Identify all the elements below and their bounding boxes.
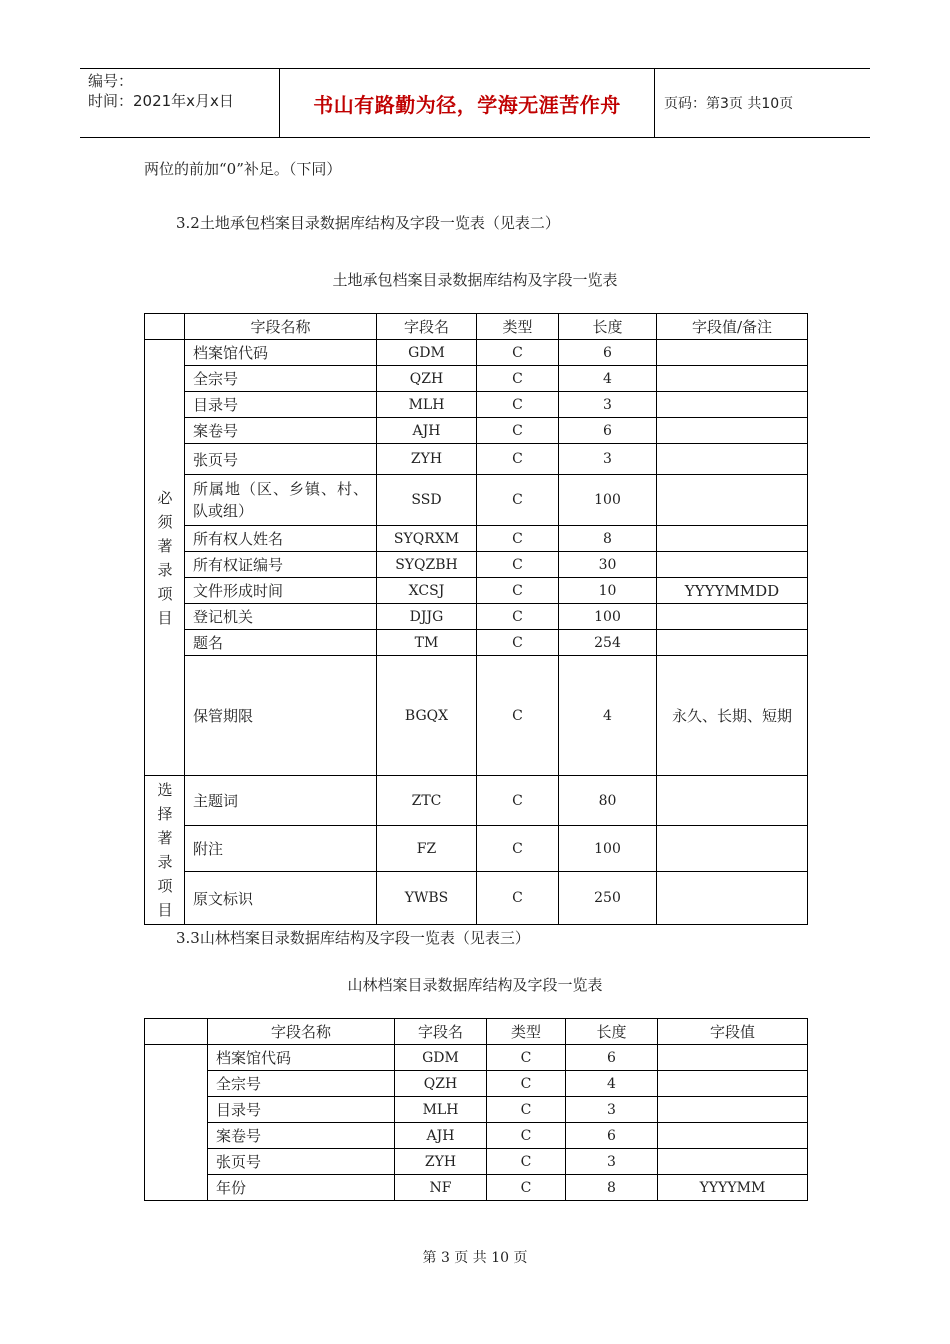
cell-length: 3 [566,1097,658,1123]
cell-note [657,552,808,578]
cell-name: 附注 [185,826,377,872]
table-row [145,392,808,418]
page-header [80,68,870,138]
group-required-cell [145,340,185,776]
cell-note [657,418,808,444]
header-motto: 书山有路勤为径，学海无涯苦作舟 [280,69,655,137]
cell-field: XCSJ [377,578,477,604]
forest-field-table [144,1018,808,1201]
cell-field: BGQX [377,656,477,776]
table-header-row [145,1019,808,1045]
cell-name: 年份 [208,1175,395,1201]
cell-type: C [477,776,559,826]
cell-type: C [477,366,559,392]
cell-type: C [477,444,559,475]
cell-name: 案卷号 [185,418,377,444]
cell-length: 4 [559,656,657,776]
cell-note: YYYYMMDD [657,578,808,604]
cell-name: 所属地（区、乡镇、村、队或组） [185,475,377,526]
cell-name: 所有权人姓名 [185,526,377,552]
table-row [145,475,808,526]
header-cell: 字段名称 [208,1019,395,1045]
cell-name: 档案馆代码 [185,340,377,366]
cell-type: C [477,578,559,604]
table-row [145,578,808,604]
cell-field: GDM [377,340,477,366]
cell-field: DJJG [377,604,477,630]
section-3-3-heading: 3.3山林档案目录数据库结构及字段一览表（见表三） [176,929,530,947]
table-row [145,366,808,392]
cell-length: 4 [559,366,657,392]
cell-note [657,366,808,392]
cell-field: FZ [377,826,477,872]
cell-name: 题名 [185,630,377,656]
cell-length: 10 [559,578,657,604]
cell-field: NF [395,1175,487,1201]
header-page-info: 页码：第3页 共10页 [664,96,794,112]
cell-field: GDM [395,1045,487,1071]
cell-note [657,392,808,418]
table-row [145,1097,808,1123]
table-row [145,604,808,630]
cell-length: 100 [559,826,657,872]
header-cell: 长度 [559,314,657,340]
header-cell: 字段值/备注 [657,314,808,340]
cell-name: 主题词 [185,776,377,826]
cell-name: 目录号 [208,1097,395,1123]
cell-note: YYYYMM [658,1175,808,1201]
page-footer: 第 3 页 共 10 页 [422,1250,528,1266]
header-number-label: 编号： [88,72,134,90]
cell-type: C [477,604,559,630]
cell-note [657,630,808,656]
cell-type: C [487,1149,566,1175]
cell-length: 6 [559,418,657,444]
cell-length: 8 [559,526,657,552]
cell-name: 文件形成时间 [185,578,377,604]
cell-length: 6 [559,340,657,366]
table-row [145,1175,808,1201]
cell-name: 张页号 [185,444,377,475]
cell-note [657,604,808,630]
cell-note [657,776,808,826]
cell-name: 张页号 [208,1149,395,1175]
cell-type: C [487,1071,566,1097]
header-cell-blank [145,314,185,340]
table-row [145,630,808,656]
cell-field: MLH [377,392,477,418]
table-row [145,552,808,578]
cell-field: QZH [395,1071,487,1097]
cell-length: 6 [566,1045,658,1071]
cell-type: C [487,1045,566,1071]
table-2-title: 土地承包档案目录数据库结构及字段一览表 [332,271,618,289]
cell-field: MLH [395,1097,487,1123]
cell-type: C [477,475,559,526]
cell-note [658,1045,808,1071]
cell-note [657,444,808,475]
group-cell-blank [145,1045,208,1201]
header-cell: 字段名称 [185,314,377,340]
cell-length: 100 [559,475,657,526]
cell-note [658,1071,808,1097]
table-3-title: 山林档案目录数据库结构及字段一览表 [347,976,603,994]
cell-note: 永久、长期、短期 [657,656,808,776]
cell-type: C [477,630,559,656]
cell-length: 8 [566,1175,658,1201]
group-optional-label: 选择著录项目 [157,781,173,919]
cell-length: 3 [559,392,657,418]
cell-note [657,475,808,526]
cell-field: YWBS [377,872,477,925]
header-cell-blank [145,1019,208,1045]
table-header-row [145,314,808,340]
cell-name: 所有权证编号 [185,552,377,578]
cell-field: AJH [377,418,477,444]
group-required-label: 必须著录项目 [157,488,173,627]
cell-field: TM [377,630,477,656]
cell-field: ZYH [395,1149,487,1175]
cell-length: 30 [559,552,657,578]
header-date: 时间：2021年x月x日 [88,92,234,110]
table-row [145,1123,808,1149]
header-cell: 字段值 [658,1019,808,1045]
table-row [145,776,808,826]
cell-length: 3 [566,1149,658,1175]
header-cell: 字段名 [395,1019,487,1045]
cell-length: 4 [566,1071,658,1097]
cell-name: 全宗号 [208,1071,395,1097]
cell-field: ZTC [377,776,477,826]
cell-note [658,1149,808,1175]
cell-note [658,1097,808,1123]
cell-name: 档案馆代码 [208,1045,395,1071]
cell-length: 80 [559,776,657,826]
cell-note [657,826,808,872]
cell-field: SYQRXM [377,526,477,552]
table-row [145,1071,808,1097]
cell-field: SYQZBH [377,552,477,578]
header-meta [80,69,280,137]
table-row [145,1149,808,1175]
table-row [145,1045,808,1071]
intro-line: 两位的前加“0”补足。（下同） [144,160,342,178]
header-cell: 类型 [477,314,559,340]
cell-type: C [477,826,559,872]
cell-length: 6 [566,1123,658,1149]
cell-name: 原文标识 [185,872,377,925]
table-row [145,526,808,552]
table-row [145,418,808,444]
header-cell: 长度 [566,1019,658,1045]
cell-type: C [487,1123,566,1149]
cell-type: C [477,656,559,776]
cell-note [657,526,808,552]
table-row [145,656,808,776]
cell-note [657,340,808,366]
table-row [145,444,808,475]
table-row [145,340,808,366]
cell-length: 250 [559,872,657,925]
cell-note [657,872,808,925]
land-contract-field-table [144,313,808,925]
group-optional-cell [145,776,185,925]
cell-field: QZH [377,366,477,392]
cell-type: C [477,526,559,552]
cell-type: C [477,392,559,418]
cell-length: 254 [559,630,657,656]
cell-name: 案卷号 [208,1123,395,1149]
cell-type: C [477,340,559,366]
cell-field: ZYH [377,444,477,475]
cell-name: 登记机关 [185,604,377,630]
cell-field: SSD [377,475,477,526]
cell-length: 3 [559,444,657,475]
table-row [145,872,808,925]
cell-type: C [487,1175,566,1201]
cell-length: 100 [559,604,657,630]
cell-note [658,1123,808,1149]
header-cell: 字段名 [377,314,477,340]
cell-name: 目录号 [185,392,377,418]
cell-type: C [477,418,559,444]
cell-type: C [477,552,559,578]
section-3-2-heading: 3.2土地承包档案目录数据库结构及字段一览表（见表二） [176,214,560,232]
cell-name: 全宗号 [185,366,377,392]
cell-field: AJH [395,1123,487,1149]
header-cell: 类型 [487,1019,566,1045]
table-row [145,826,808,872]
cell-type: C [487,1097,566,1123]
cell-type: C [477,872,559,925]
cell-name: 保管期限 [185,656,377,776]
